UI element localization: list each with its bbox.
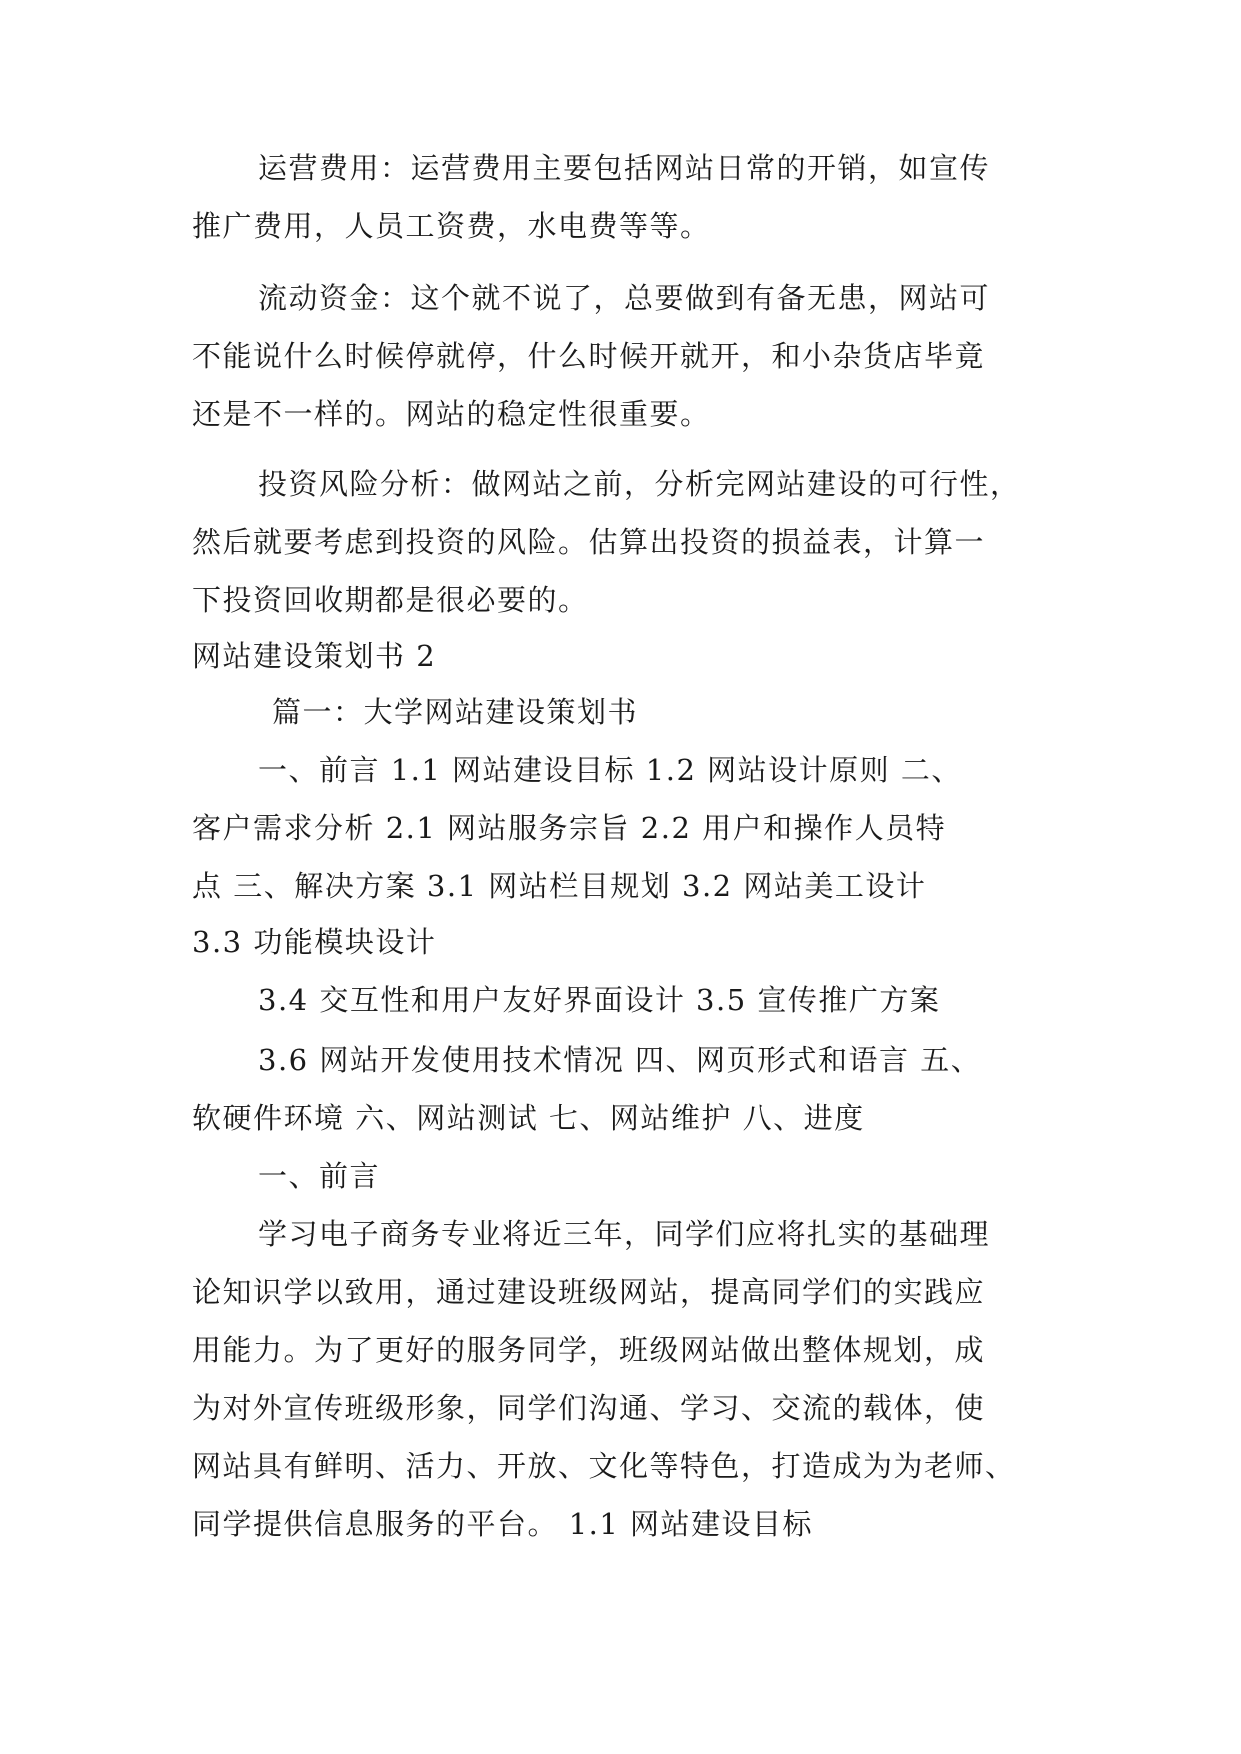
paragraph-working-capital-line-2: 不能说什么时候停就停，什么时候开就开，和小杂货店毕竟: [192, 339, 986, 373]
toc-line-2: 客户需求分析 2.1 网站服务宗旨 2.2 用户和操作人员特: [192, 811, 947, 845]
section-heading: 网站建设策划书 2: [192, 639, 437, 673]
toc-line-5: 3.4 交互性和用户友好界面设计 3.5 宣传推广方案: [258, 983, 941, 1017]
preface-paragraph-line-5: 网站具有鲜明、活力、开放、文化等特色，打造成为为老师、: [192, 1449, 1016, 1483]
preface-paragraph-line-2: 论知识学以致用，通过建设班级网站，提高同学们的实践应: [192, 1275, 986, 1309]
preface-paragraph-line-4: 为对外宣传班级形象，同学们沟通、学习、交流的载体，使: [192, 1391, 986, 1425]
paragraph-investment-risk-line-3: 下投资回收期都是很必要的。: [192, 583, 589, 617]
preface-paragraph-line-6: 同学提供信息服务的平台。 1.1 网站建设目标: [192, 1507, 814, 1541]
paragraph-operating-cost-line-1: 运营费用：运营费用主要包括网站日常的开销，如宣传: [258, 151, 991, 185]
preface-heading: 一、前言: [258, 1159, 381, 1193]
toc-line-6: 3.6 网站开发使用技术情况 四、网页形式和语言 五、: [258, 1043, 982, 1077]
preface-paragraph-line-3: 用能力。为了更好的服务同学，班级网站做出整体规划，成: [192, 1333, 986, 1367]
toc-line-4: 3.3 功能模块设计: [192, 925, 437, 959]
toc-line-3: 点 三、解决方案 3.1 网站栏目规划 3.2 网站美工设计: [192, 869, 927, 903]
paragraph-working-capital-line-3: 还是不一样的。网站的稳定性很重要。: [192, 397, 711, 431]
sub-heading: 篇一：大学网站建设策划书: [272, 695, 639, 729]
toc-line-1: 一、前言 1.1 网站建设目标 1.2 网站设计原则 二、: [258, 753, 962, 787]
paragraph-operating-cost-line-2: 推广费用，人员工资费，水电费等等。: [192, 209, 711, 243]
paragraph-investment-risk-line-2: 然后就要考虑到投资的风险。估算出投资的损益表，计算一: [192, 525, 986, 559]
paragraph-investment-risk-line-1: 投资风险分析：做网站之前，分析完网站建设的可行性，: [258, 467, 1021, 501]
paragraph-working-capital-line-1: 流动资金：这个就不说了，总要做到有备无患，网站可: [258, 281, 991, 315]
preface-paragraph-line-1: 学习电子商务专业将近三年，同学们应将扎实的基础理: [258, 1217, 991, 1251]
toc-line-7: 软硬件环境 六、网站测试 七、网站维护 八、进度: [192, 1101, 865, 1135]
